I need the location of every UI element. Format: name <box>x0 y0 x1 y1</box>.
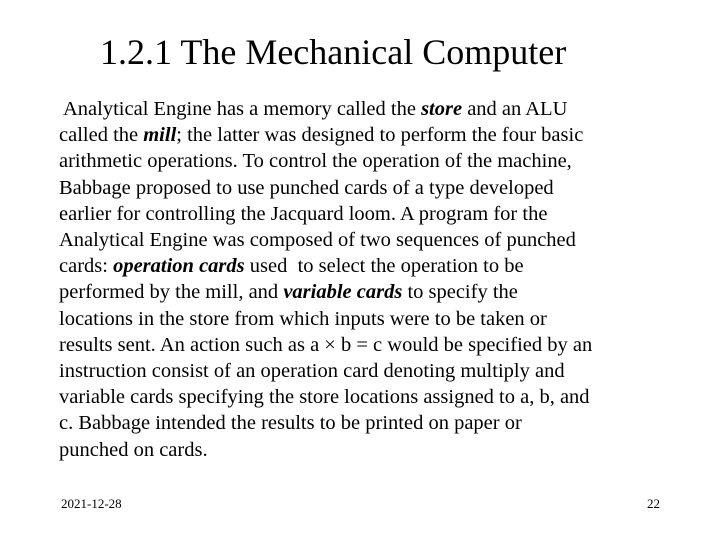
paragraph-line: arithmetic operations. To control the operation of the machine, <box>59 150 572 173</box>
paragraph-line <box>59 253 699 279</box>
text-run: ; the latter was designed to perform the four basic <box>176 124 584 147</box>
paragraph-line: Babbage proposed to use punched cards of a type developed <box>59 176 554 199</box>
body-paragraph <box>59 96 699 463</box>
paragraph-line: locations in the store from which inputs were to be taken or <box>59 307 547 330</box>
paragraph-line: c. Babbage intended the results to be printed on paper or <box>59 412 522 435</box>
paragraph-line: instruction consist of an operation card denoting multiply and <box>59 360 565 383</box>
footer-date: 2021-12-28 <box>61 496 122 511</box>
page-number: 22 <box>647 496 660 511</box>
emphasis-store: store <box>421 98 463 120</box>
paragraph-line: Analytical Engine was composed of two sequences of punched <box>59 229 576 252</box>
paragraph-line <box>59 122 699 148</box>
emphasis-mill: mill <box>143 124 177 147</box>
slide-title: 1.2.1 The Mechanical Computer <box>100 32 567 72</box>
text-run: used to select the operation to be <box>244 255 524 278</box>
paragraph-line: earlier for controlling the Jacquard loom. A program for the <box>59 202 548 225</box>
text-run: and an ALU <box>462 98 568 120</box>
paragraph-line: punched on cards. <box>59 438 208 461</box>
emphasis-operation-cards: operation cards <box>113 255 245 278</box>
text-run: called the <box>59 124 144 147</box>
text-run: performed by the mill, and <box>59 281 284 304</box>
paragraph-line: variable cards specifying the store locations assigned to a, b, and <box>59 386 590 409</box>
paragraph-line <box>59 279 699 305</box>
text-run: to specify the <box>402 281 518 304</box>
paragraph-line <box>59 96 699 122</box>
text-run: Analytical Engine has a memory called the <box>63 98 422 120</box>
emphasis-variable-cards: variable cards <box>283 281 403 304</box>
text-run: cards: <box>59 255 114 278</box>
paragraph-line: results sent. An action such as a × b = c would be specified by an <box>59 333 593 356</box>
